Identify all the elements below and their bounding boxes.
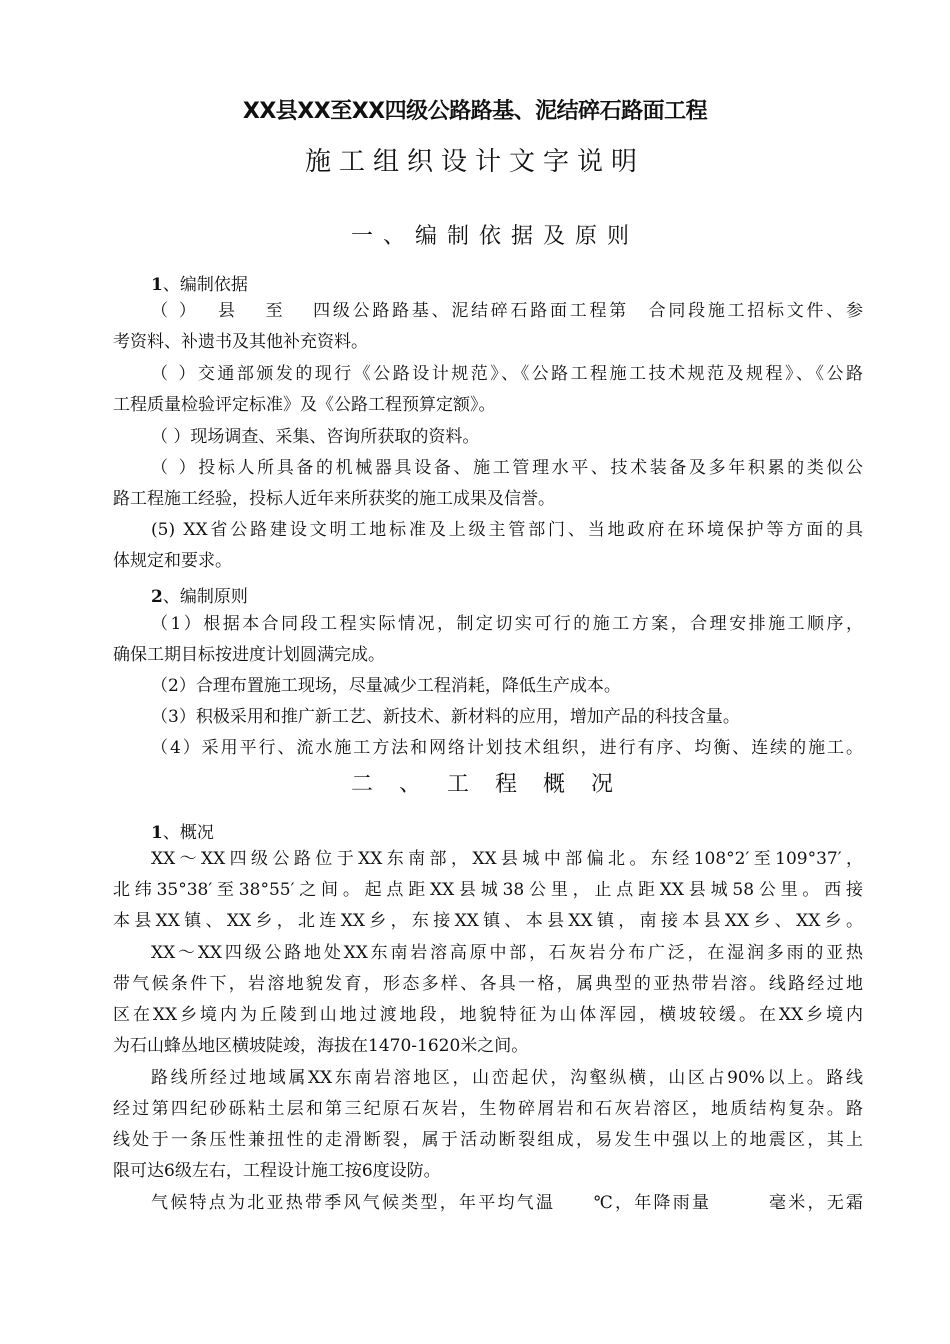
subheading-number: 2 (151, 587, 163, 607)
subheading-label: 、编制依据 (162, 275, 248, 295)
paragraph-line: 考资料、补遗书及其他补充资料。 (113, 332, 368, 352)
subheading-label: 、编制原则 (162, 587, 248, 607)
paragraph-line: 路线所经过地域属XX东南岩溶地区，山峦起伏，沟壑纵横，山区占90%以上。路线 (151, 1068, 863, 1088)
paragraph-line: 经过第四纪砂砾粘土层和第三纪原石灰岩，生物碎屑岩和石灰岩溶区，地质结构复杂。路 (113, 1099, 863, 1119)
paragraph-line: 体规定和要求。 (113, 551, 232, 571)
paragraph-line: XX～XX四级公路地处XX东南岩溶高原中部，石灰岩分布广泛，在湿润多雨的亚热 (151, 943, 863, 963)
paragraph-line: （ ）现场调查、采集、咨询所获取的资料。 (151, 427, 480, 447)
paragraph-line: 本县XX镇、XX乡，北连XX乡，东接XX镇、本县XX镇，南接本县XX乡、XX乡。 (113, 911, 863, 931)
subheading-principles (151, 582, 248, 607)
paragraph-line: （ ） 县 至 四级公路路基、泥结碎石路面工程第 合同段施工招标文件、参 (151, 301, 863, 321)
paragraph-line: （3）积极采用和推广新工艺、新技术、新材料的应用，增加产品的科技含量。 (151, 707, 740, 727)
subheading-label: 、概况 (162, 823, 214, 843)
document-subtitle: 施工组织设计文字说明 (304, 147, 645, 177)
paragraph-line: 限可达6级左右，工程设计施工按6度设防。 (113, 1161, 441, 1181)
paragraph-line: 气候特点为北亚热带季风气候类型，年平均气温 ℃，年降雨量 毫米，无霜 (151, 1193, 863, 1213)
section-heading-2: 二、工程概况 (350, 772, 639, 797)
section-heading-1: 一、编制依据及原则 (350, 224, 639, 249)
subheading-overview (151, 818, 214, 843)
paragraph-line: （1）根据本合同段工程实际情况，制定切实可行的施工方案，合理安排施工顺序， (151, 614, 863, 634)
paragraph-line: （ ）交通部颁发的现行《公路设计规范》、《公路工程施工技术规范及规程》、《公路 (151, 364, 863, 384)
subheading-number: 1 (151, 275, 163, 295)
subheading-basis (151, 270, 248, 295)
paragraph-line: （2）合理布置施工现场，尽量减少工程消耗，降低生产成本。 (151, 676, 621, 696)
paragraph-line: 区在XX乡境内为丘陵到山地过渡地段，地貌特征为山体浑园，横坡较缓。在XX乡境内 (113, 1005, 863, 1025)
paragraph-line: （ ）投标人所具备的机械器具设备、施工管理水平、技术装备及多年积累的类似公 (151, 458, 863, 478)
paragraph-line: 为石山蜂丛地区横坡陡竣，海拔在1470-1620米之间。 (113, 1036, 529, 1056)
paragraph-line: XX～XX四级公路位于XX东南部，XX县城中部偏北。东经108°2′至109°37′， (151, 849, 863, 869)
paragraph-line: 北纬35°38′至38°55′之间。起点距XX县城38公里，止点距XX县城58公里。西接 (113, 880, 863, 900)
document-title: XX县XX至XX四级公路路基、泥结碎石路面工程 (242, 99, 708, 124)
paragraph-line: 确保工期目标按进度计划圆满完成。 (113, 645, 385, 665)
paragraph-line: 线处于一条压性兼扭性的走滑断裂，属于活动断裂组成，易发生中强以上的地震区，其上 (113, 1130, 863, 1150)
paragraph-line: (5) XX省公路建设文明工地标准及上级主管部门、当地政府在环境保护等方面的具 (151, 520, 863, 540)
paragraph-line: 带气候条件下，岩溶地貌发育，形态多样、各具一格，属典型的亚热带岩溶。线路经过地 (113, 974, 863, 994)
paragraph-line: 工程质量检验评定标准》及《公路工程预算定额》。 (113, 395, 496, 415)
paragraph-line: （4）采用平行、流水施工方法和网络计划技术组织，进行有序、均衡、连续的施工。 (151, 738, 863, 758)
paragraph-line: 路工程施工经验，投标人近年来所获奖的施工成果及信誉。 (113, 489, 555, 509)
subheading-number: 1 (151, 823, 163, 843)
